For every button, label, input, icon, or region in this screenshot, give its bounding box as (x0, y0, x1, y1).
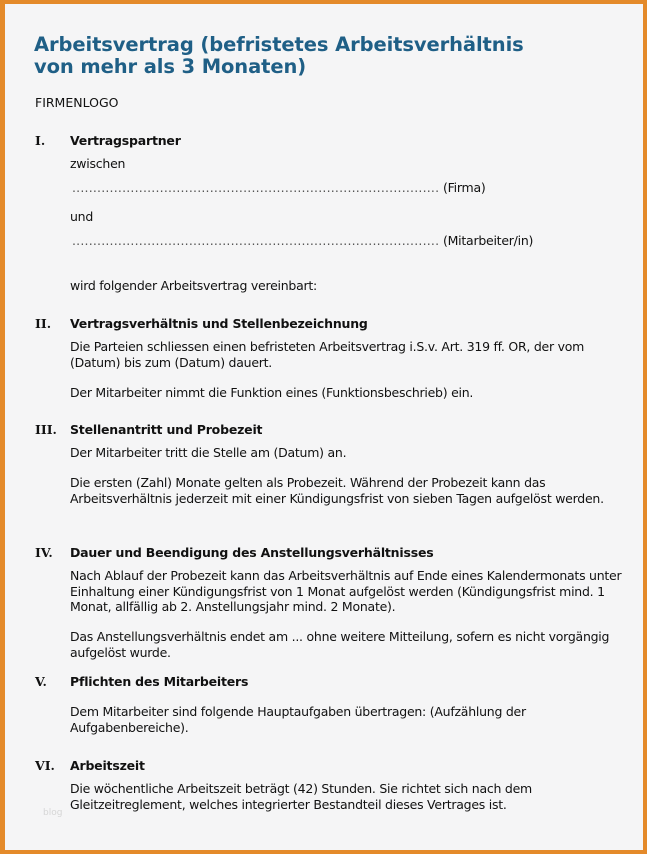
section-heading (35, 758, 635, 776)
title-line-1: Arbeitsvertrag (befristetes Arbeitsverhältnis (34, 33, 524, 56)
section-title: Pflichten des Mitarbeiters (70, 674, 249, 689)
title-line-2: von mehr als 3 Monaten) (34, 55, 307, 78)
company-label: (Firma) (443, 180, 486, 195)
section-title: Vertragsverhältnis und Stellenbezeichnung (70, 316, 368, 331)
section-number: V. (35, 674, 47, 689)
section-vertragsverhaeltnis (35, 316, 635, 400)
section-pflichten (35, 674, 635, 735)
paragraph: Das Anstellungsverhältnis endet am ... ohne weitere Mitteilung, sofern es nicht vorgängig aufgelöst wurde. (70, 629, 610, 660)
section-heading (35, 422, 635, 440)
section-title: Arbeitszeit (70, 758, 145, 773)
paragraph: Der Mitarbeiter nimmt die Funktion eines (Funktionsbeschrieb) ein. (70, 385, 474, 400)
section-vertragspartner (35, 133, 635, 293)
section-heading (35, 316, 635, 334)
paragraph: Nach Ablauf der Probezeit kann das Arbeitsverhältnis auf Ende eines Kalendermonats unter Einhaltung einer Kündigungsfrist von 1 Monat aufgelöst werden (Kündigungsfrist mind. 1 Monat, allfällig ab 2. Anstellungsjahr mind. 2 Monate). (70, 568, 622, 614)
section-number: III. (35, 422, 57, 437)
and-label: und (70, 209, 94, 224)
paragraph: Der Mitarbeiter tritt die Stelle am (Datum) an. (70, 445, 347, 460)
paragraph: Dem Mitarbeiter sind folgende Hauptaufgaben übertragen: (Aufzählung der Aufgabenbereiche). (70, 704, 526, 735)
paragraph: Die wöchentliche Arbeitszeit beträgt (42) Stunden. Sie richtet sich nach dem Gleitzeitreglement, welches integrierter Bestandteil dieses Vertrages ist. (70, 781, 532, 812)
section-arbeitszeit (35, 758, 635, 812)
paragraph: Die Parteien schliessen einen befristeten Arbeitsvertrag i.S.v. Art. 319 ff. OR, der vom (Datum) bis zum (Datum) dauert. (70, 339, 585, 370)
section-number: I. (35, 133, 46, 148)
section-number: II. (35, 316, 52, 331)
agreement-statement: wird folgender Arbeitsvertrag vereinbart: (70, 278, 318, 293)
company-logo-placeholder: FIRMENLOGO (35, 95, 119, 110)
section-title: Dauer und Beendigung des Anstellungsverhältnisses (70, 545, 434, 560)
between-label: zwischen (70, 156, 126, 171)
section-heading (35, 133, 635, 151)
section-dauer-beendigung (35, 545, 635, 660)
watermark: blog (43, 808, 63, 818)
section-heading (35, 545, 635, 563)
paragraph: Die ersten (Zahl) Monate gelten als Probezeit. Während der Probezeit kann das Arbeitsverhältnis jederzeit mit einer Kündigungsfrist von sieben Tagen aufgelöst werden. (70, 475, 604, 506)
dotted-leader: ........................................................................................ (72, 180, 440, 195)
document-title (34, 34, 524, 78)
section-number: IV. (35, 545, 53, 560)
section-title: Stellenantritt und Probezeit (70, 422, 263, 437)
dotted-leader: ........................................................................................ (72, 233, 440, 248)
employee-label: (Mitarbeiter/in) (443, 233, 534, 248)
section-heading (35, 674, 635, 692)
company-fill-line (72, 180, 486, 195)
section-number: VI. (35, 758, 55, 773)
employee-fill-line (72, 233, 533, 248)
section-title: Vertragspartner (70, 133, 181, 148)
section-stellenantritt (35, 422, 635, 506)
